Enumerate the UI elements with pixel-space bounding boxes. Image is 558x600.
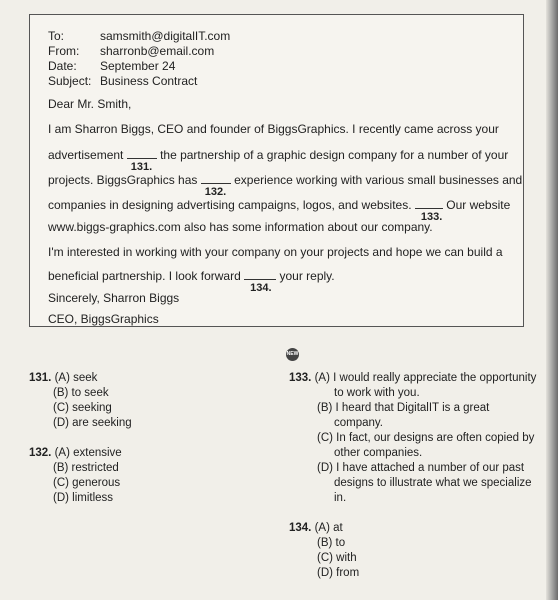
question-134 <box>289 521 343 536</box>
text-segment: the partnership of a graphic design company for a number of your <box>160 148 509 162</box>
paragraph-line: I'm interested in working with your company on your projects and hope we can build a <box>48 245 503 259</box>
closing: Sincerely, Sharron Biggs <box>48 291 180 305</box>
from-label: From: <box>48 44 80 58</box>
subject-row <box>48 74 197 88</box>
blank-131[interactable] <box>127 147 157 173</box>
option-c[interactable]: (C) In fact, our designs are often copied by <box>317 432 535 444</box>
option-b[interactable]: (B) to <box>317 537 346 549</box>
letter-box <box>29 14 524 327</box>
question-132 <box>29 446 122 461</box>
text-segment: advertisement <box>48 148 124 162</box>
text-segment: companies in designing advertising campaigns, logos, and websites. <box>48 198 412 212</box>
paragraph-line: I am Sharron Biggs, CEO and founder of BiggsGraphics. I recently came across your <box>48 122 499 136</box>
option-d[interactable]: (D) are seeking <box>53 417 132 429</box>
from-value: sharronb@email.com <box>100 44 215 58</box>
option-b[interactable]: (B) restricted <box>53 462 119 474</box>
to-value: samsmith@digitalIT.com <box>100 29 231 43</box>
paragraph-line <box>48 172 523 198</box>
from-row <box>48 44 214 58</box>
greeting: Dear Mr. Smith, <box>48 97 132 111</box>
text-segment: your reply. <box>279 269 335 283</box>
option-d-continued: in. <box>334 492 347 504</box>
paragraph-line <box>48 197 511 223</box>
option-c-continued: other companies. <box>334 447 423 459</box>
new-badge-icon: NEW <box>286 348 299 361</box>
question-number: 134. <box>289 522 312 534</box>
blank-133[interactable] <box>415 197 443 223</box>
text-segment: projects. BiggsGraphics has <box>48 173 198 187</box>
option-b-continued: company. <box>334 417 384 429</box>
question-number: 132. <box>29 447 52 459</box>
option-d[interactable]: (D) I have attached a number of our past <box>317 462 525 474</box>
text-segment: Our website <box>446 198 511 212</box>
option-c[interactable]: (C) with <box>317 552 357 564</box>
option-a-continued: to work with you. <box>334 387 420 399</box>
question-131 <box>29 371 97 386</box>
blank-134[interactable] <box>244 268 276 294</box>
option-b[interactable]: (B) I heard that DigitalIT is a great <box>317 402 490 414</box>
option-d-continued: designs to illustrate what we specialize <box>334 477 532 489</box>
question-number: 131. <box>29 372 52 384</box>
date-value: September 24 <box>100 59 176 73</box>
date-row <box>48 59 175 73</box>
text-segment: beneficial partnership. I look forward <box>48 269 241 283</box>
option-a[interactable]: (A) I would really appreciate the opportunity <box>314 372 537 384</box>
option-d[interactable]: (D) from <box>317 567 360 579</box>
to-label: To: <box>48 29 65 43</box>
signature-title: CEO, BiggsGraphics <box>48 312 159 326</box>
option-d[interactable]: (D) limitless <box>53 492 114 504</box>
question-number: 133. <box>289 372 312 384</box>
blank-number: 133. <box>420 211 443 223</box>
blank-number: 134. <box>250 282 272 294</box>
blank-132[interactable] <box>201 172 231 198</box>
blank-number: 132. <box>204 186 227 198</box>
date-label: Date: <box>48 59 77 73</box>
paragraph-line <box>48 147 509 173</box>
to-row <box>48 29 230 43</box>
subject-label: Subject: <box>48 74 92 88</box>
paragraph-line <box>48 268 335 294</box>
option-b[interactable]: (B) to seek <box>53 387 109 399</box>
subject-value: Business Contract <box>100 74 198 88</box>
blank-number: 131. <box>130 161 153 173</box>
option-a[interactable]: (A) seek <box>54 372 98 384</box>
option-c[interactable]: (C) seeking <box>53 402 112 414</box>
option-a[interactable]: (A) at <box>314 522 343 534</box>
option-a[interactable]: (A) extensive <box>54 447 122 459</box>
question-133 <box>289 371 536 386</box>
text-segment: experience working with various small businesses and <box>234 173 523 187</box>
option-c[interactable]: (C) generous <box>53 477 121 489</box>
paragraph-line: www.biggs-graphics.com also has some information about our company. <box>48 220 433 234</box>
page-edge <box>546 0 558 600</box>
